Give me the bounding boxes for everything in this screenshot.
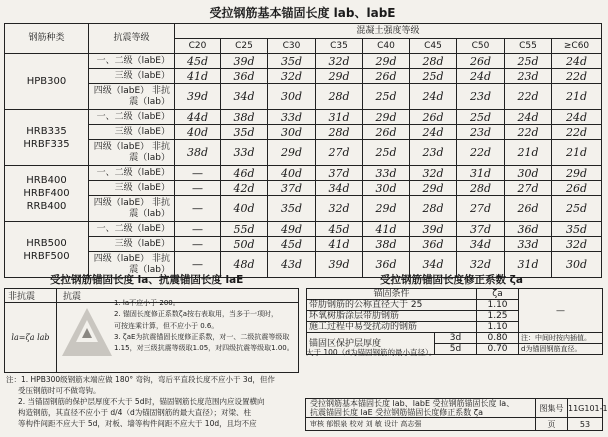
table-cell: 22d [457,140,505,166]
note-cell: d为锚固钢筋直径。 [519,344,603,355]
table-cell: 37d [316,166,363,181]
table-cell: 41d [175,69,221,84]
table-row [5,166,602,181]
table-cell: 36d [505,222,552,237]
table-cell: — [175,181,221,196]
table-cell: 29d [552,166,602,181]
concrete-header: 混凝土强度等级 [175,24,602,39]
table-cell: 26d [552,181,602,196]
watermark-logo-icon [60,306,114,358]
grade-header: C35 [316,39,363,54]
zeta-cell: 1.25 [477,311,519,322]
table-cell: — [175,166,221,181]
sub-cell: 5d [435,344,477,355]
table-cell: 30d [552,252,602,278]
table-cell: 21d [552,84,602,110]
table-cell: 41d [363,222,410,237]
note-line: 构造钢筋，其直径不应小于 d/4（d为锚固钢筋的最大直径）；对梁、柱 [18,408,251,417]
table-cell: 30d [268,84,316,110]
table-cell: 24d [552,110,602,125]
steel-type: HRB400 HRBF400 RRB400 [5,166,89,222]
table-cell: 26d [505,196,552,222]
table-cell: 42d [221,181,268,196]
table-cell: 34d [221,84,268,110]
table-row [5,69,602,84]
table-cell: 25d [552,196,602,222]
seismic-level: 四级（labE） 非抗震（lab） [89,252,175,278]
table-cell: 33d [221,140,268,166]
table-row [307,289,603,300]
atlas-number: 11G101-1 [568,399,603,418]
table-cell: 39d [221,54,268,69]
table-cell: 26d [363,69,410,84]
table-cell: 41d [316,237,363,252]
footer-title-line1: 受拉钢筋基本锚固长度 lab、labE 受拉钢筋锚固长度 la、 [310,399,515,408]
table-cell: 35d [221,125,268,140]
table-cell: 35d [552,222,602,237]
table-cell: 28d [410,196,457,222]
table-row [5,196,602,222]
grade-header: C45 [410,39,457,54]
grade-header: C40 [363,39,410,54]
table-cell: 46d [221,166,268,181]
table-cell: 33d [268,110,316,125]
grade-header: ≥C60 [552,39,602,54]
table-cell: 27d [316,140,363,166]
note-line: 受压钢筋时可不做弯钩。 [18,386,101,395]
left-block-title: 受拉钢筋锚固长度 la、抗震锚固长度 laE [50,274,244,286]
table-cell: 38d [221,110,268,125]
table-cell: 27d [457,196,505,222]
cond-header: 锚固条件 [307,289,477,300]
table-cell: 25d [363,84,410,110]
zeta-cell: 1.10 [477,322,519,333]
table-cell: 33d [363,166,410,181]
note-line: 1. la不应小于 200。 [114,299,180,307]
table-cell: 28d [316,84,363,110]
table-cell: 32d [552,237,602,252]
table-row [307,333,603,344]
note-line: 2. 锚固长度修正系数ζa按右表取用，当多于一项时， [114,310,279,319]
table-row [5,140,602,166]
table-cell: 25d [410,69,457,84]
zeta-cell: 0.80 [477,333,519,344]
table-cell: 40d [175,125,221,140]
table-cell: 45d [268,237,316,252]
non-seismic-header: 非抗震 [5,289,57,303]
table-cell: 21d [552,140,602,166]
table-row [5,54,602,69]
seismic-level: 四级（labE） 非抗震（lab） [89,84,175,110]
table-cell: 45d [175,54,221,69]
table-cell: 22d [552,125,602,140]
left-notes [114,298,294,354]
table-cell: 34d [316,181,363,196]
table-row [5,125,602,140]
note-cell: 注：中间时按内插值。 [519,333,603,344]
seismic-level: 一、二级（labE） [89,222,175,237]
table-cell: 24d [552,54,602,69]
table-cell: 28d [410,54,457,69]
table-cell: 22d [505,84,552,110]
cond-cell: 施工过程中易受扰动的钢筋 [307,322,477,333]
title-block [305,398,608,431]
table-cell: 26d [363,125,410,140]
table-row [5,222,602,237]
table-cell: 45d [316,222,363,237]
table-cell: 29d [363,54,410,69]
table-cell: 25d [363,140,410,166]
table-cell: 30d [363,181,410,196]
table-cell: 32d [268,69,316,84]
table-cell: 24d [410,84,457,110]
table-cell: 30d [268,125,316,140]
note-line: 1.15，对三级抗震等级取1.05，对四级抗震等级取1.00。 [114,344,294,353]
anchorage-length-table [4,23,602,278]
table-cell: 32d [316,196,363,222]
table-cell: 34d [410,252,457,278]
table-cell: 43d [268,252,316,278]
table-cell: 36d [221,69,268,84]
table-cell: 29d [363,110,410,125]
table-cell: 48d [221,252,268,278]
note-line: 注：1. HPB300级钢筋末端应做 180° 弯钩，弯后平直段长度不应小于 3d，但作 [6,375,275,384]
table-cell: 49d [268,222,316,237]
table-cell: 37d [457,222,505,237]
seismic-level: 四级（labE） 非抗震（lab） [89,196,175,222]
cond-cell: 锚固区保护层厚度 [307,333,435,355]
table-cell: 38d [175,140,221,166]
table-cell: 24d [457,69,505,84]
table-cell: 24d [410,125,457,140]
bottom-notes [6,374,302,429]
table-cell: 50d [221,237,268,252]
sign-row: 审核 郁银泉 校对 刘 敏 设计 高志强 [306,418,536,431]
zeta-cell: 0.70 [477,344,519,355]
table-cell: 55d [221,222,268,237]
grade-header: C30 [268,39,316,54]
table-row [5,84,602,110]
atlas-label: 图集号 [536,399,568,418]
table-cell: 25d [457,110,505,125]
zeta-cell: 1.10 [477,300,519,311]
seismic-level: 一、二级（labE） [89,166,175,181]
seismic-level: 三级（labE） [89,69,175,84]
table-cell: — [175,237,221,252]
steel-header: 钢筋种类 [5,24,89,54]
table-cell: 31d [505,252,552,278]
seismic-level: 一、二级（labE） [89,110,175,125]
table-cell: 23d [505,69,552,84]
table-cell: 24d [505,110,552,125]
steel-type: HRB335 HRBF335 [5,110,89,166]
table-cell: 23d [457,84,505,110]
table-cell: 32d [457,252,505,278]
table-cell: 23d [457,125,505,140]
table-cell: 27d [505,181,552,196]
steel-type: HRB500 HRBF500 [5,222,89,278]
table-cell: 39d [316,252,363,278]
table-cell: 32d [316,54,363,69]
table-cell: 35d [268,196,316,222]
seismic-level: 一、二级（labE） [89,54,175,69]
table-cell: 35d [268,54,316,69]
grade-header: C50 [457,39,505,54]
table-cell: 39d [410,222,457,237]
seismic-level: 四级（labE） 非抗震（lab） [89,140,175,166]
main-title: 受拉钢筋基本锚固长度 lab、labE [209,6,396,20]
table-cell: 31d [457,166,505,181]
seismic-level: 三级（labE） [89,237,175,252]
table-cell: 38d [363,237,410,252]
seismic-level: 三级（labE） [89,181,175,196]
zeta-header: ζa [477,289,519,300]
table-cell: 31d [316,110,363,125]
table-cell: — [175,252,221,278]
table-cell: 29d [363,196,410,222]
table-cell: 40d [268,166,316,181]
sub-cell: 3d [435,333,477,344]
table-row [5,181,602,196]
table-cell: 22d [552,69,602,84]
table-row [5,237,602,252]
seismic-header: 抗震等级 [89,24,175,54]
table-cell: 34d [457,237,505,252]
table-cell: 29d [410,181,457,196]
right-after-note: 大于 100（d为锚固钢筋的最小直径）。 [306,348,437,357]
table-cell: 36d [410,237,457,252]
table-cell: 29d [268,140,316,166]
cond-cell: 环氧树脂涂层带肋钢筋 [307,311,477,322]
table-cell: 37d [268,181,316,196]
grade-header: C25 [221,39,268,54]
page-number: 53 [568,418,603,431]
grade-header: C20 [175,39,221,54]
seismic-level: 三级（labE） [89,125,175,140]
table-cell: 32d [410,166,457,181]
table-cell: 23d [410,140,457,166]
note-line: 等构件间距不应大于 5d，对板、墙等构件间距不应大于 10d，且均不应 [18,419,257,428]
table-cell: 22d [505,125,552,140]
table-cell: 25d [505,54,552,69]
table-cell: 26d [457,54,505,69]
table-cell: 39d [175,84,221,110]
dash-cell: — [519,289,603,333]
note-line: 2. 当锚固钢筋的保护层厚度不大于 5d时，锚固钢筋长度范围内应设置横向 [18,397,265,406]
steel-type: HPB300 [5,54,89,110]
table-row [5,110,602,125]
table-cell: 28d [316,125,363,140]
correction-factor-table [306,288,603,355]
note-line: 3. ζaE为抗震锚固长度修正系数，对一、二级抗震等级取 [114,332,290,341]
table-cell: 30d [505,166,552,181]
cond-cell: 带肋钢筋的公称直径大于 25 [307,300,477,311]
table-cell: 26d [410,110,457,125]
table-cell: — [175,222,221,237]
table-cell: — [175,196,221,222]
grade-header: C55 [505,39,552,54]
page-label: 页 [536,418,568,431]
table-cell: 44d [175,110,221,125]
table-cell: 40d [221,196,268,222]
table-cell: 29d [316,69,363,84]
right-block-title: 受拉钢筋锚固长度修正系数 ζa [380,274,523,286]
footer-title-line2: 抗震锚固长度 laE 受拉钢筋锚固长度修正系数 ζa [310,408,484,417]
table-cell: 21d [505,140,552,166]
note-line: 可按连乘计算，但不应小于 0.6。 [114,321,219,330]
seismic-col-header: 抗震 [57,289,299,303]
table-cell: 36d [363,252,410,278]
table-cell: 33d [505,237,552,252]
table-cell: 28d [457,181,505,196]
formula: la=ζa lab [5,303,57,373]
